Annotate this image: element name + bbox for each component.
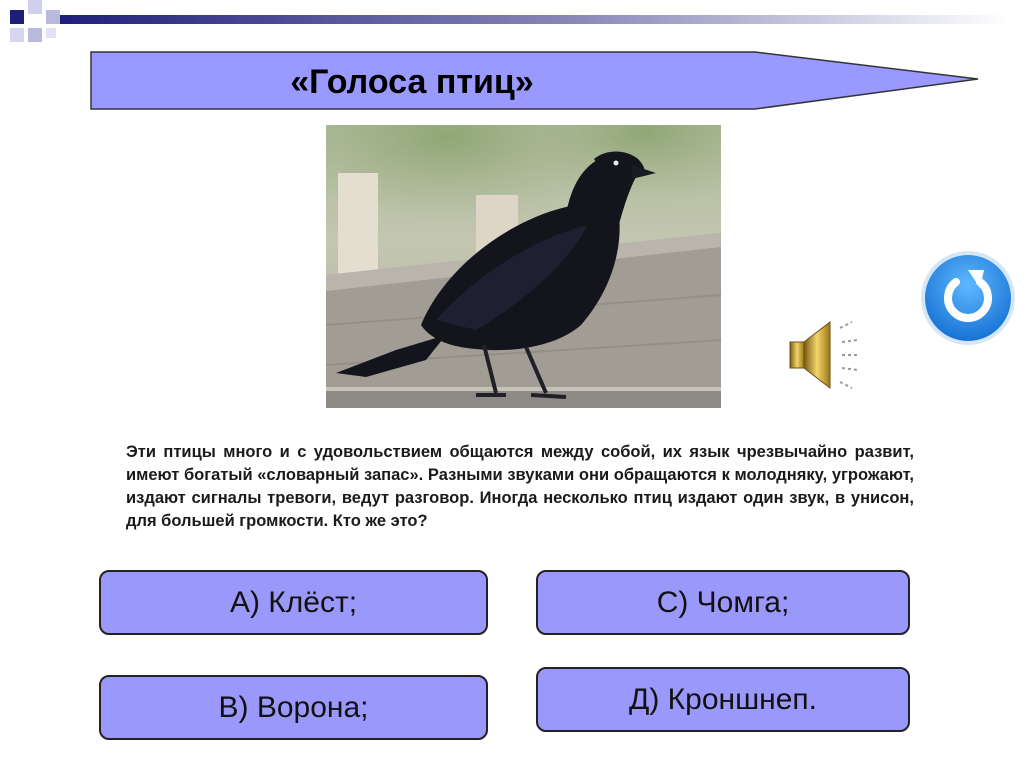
- question-text: Эти птицы много и с удовольствием общаются между собой, их язык чрезвычайно развит, имеют богатый «словарный запас». Разными звуками они обращаются к молодняку, угрожают, издают сигналы тревоги, ведут разговор. Иногда несколько птиц издают один звук, в унисон, для большей громкости. Кто же это?: [126, 443, 914, 530]
- crow-photo: [326, 125, 721, 408]
- sound-speaker-icon[interactable]: [788, 318, 868, 392]
- answer-d-button[interactable]: Д) Кроншнеп.: [536, 667, 910, 732]
- answer-a-button[interactable]: А) Клёст;: [99, 570, 488, 635]
- answer-c-button[interactable]: С) Чомга;: [536, 570, 910, 635]
- page-title: «Голоса птиц»: [290, 62, 534, 101]
- replay-icon[interactable]: [918, 248, 1018, 348]
- answer-b-button[interactable]: В) Ворона;: [99, 675, 488, 740]
